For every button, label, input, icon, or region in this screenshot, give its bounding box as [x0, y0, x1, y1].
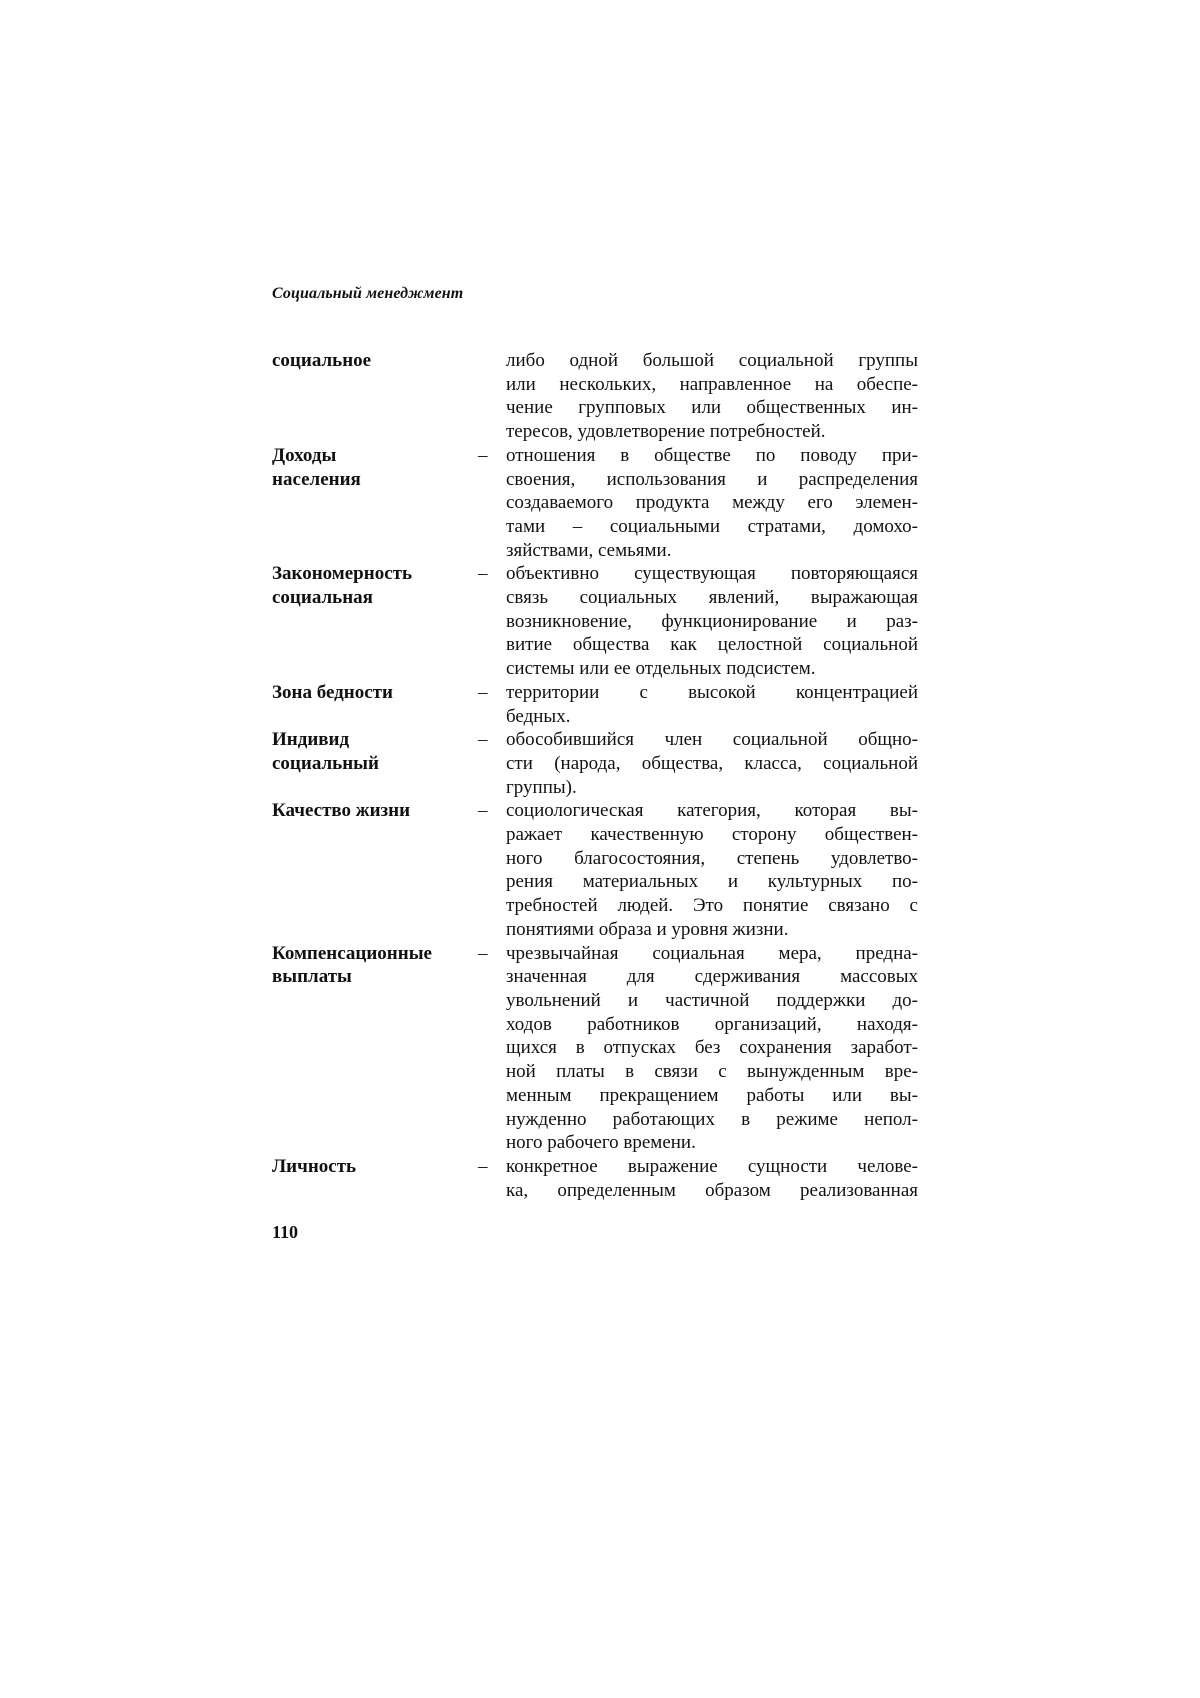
glossary-definition — [506, 681, 918, 728]
definition-line: чение групповых или общественных ин- — [506, 397, 918, 419]
term-dash: – — [478, 444, 488, 466]
definition-line: отношения в обществе по поводу при- — [506, 444, 918, 466]
definition-line: зяйствами, семьями. — [506, 539, 672, 561]
definition-line: тами – социальными стратами, домохо- — [506, 515, 918, 537]
glossary-term — [272, 1155, 478, 1179]
glossary-definition — [506, 444, 918, 563]
term-line: Качество жизни — [272, 800, 411, 822]
definition-line: ходов работников организаций, находя- — [506, 1013, 918, 1035]
glossary-entry — [272, 681, 926, 728]
definition-line: ка, определенным образом реализованная — [506, 1179, 918, 1201]
glossary-term — [272, 444, 478, 491]
glossary-term — [272, 942, 478, 989]
glossary-list — [272, 349, 926, 1202]
definition-line: рения материальных и культурных по- — [506, 871, 918, 893]
term-dash: – — [478, 729, 488, 751]
glossary-term — [272, 681, 478, 705]
glossary-term — [272, 349, 478, 373]
definition-line: возникновение, функционирование и раз- — [506, 610, 918, 632]
definition-line: либо одной большой социальной группы — [506, 350, 918, 371]
definition-line: чрезвычайная социальная мера, предна- — [506, 942, 918, 964]
definition-line: менным прекращением работы или вы- — [506, 1084, 918, 1106]
glossary-definition — [506, 1155, 918, 1202]
running-header: Социальный менеджмент — [272, 285, 464, 302]
glossary-term — [272, 562, 478, 609]
glossary-term — [272, 799, 478, 823]
term-dash: – — [478, 681, 488, 703]
term-line: социальный — [272, 752, 379, 774]
definition-line: социологическая категория, которая вы- — [506, 800, 918, 822]
definition-line: группы). — [506, 776, 577, 798]
definition-line: своения, использования и распределения — [506, 468, 918, 490]
term-dash: – — [478, 1155, 488, 1177]
term-line: выплаты — [272, 966, 352, 988]
definition-line: территории с высокой концентрацией — [506, 681, 918, 703]
glossary-entry — [272, 942, 926, 1155]
definition-line: конкретное выражение сущности челове- — [506, 1155, 918, 1177]
glossary-definition — [506, 349, 918, 444]
glossary-definition — [506, 942, 918, 1155]
glossary-entry — [272, 349, 926, 444]
definition-line: бедных. — [506, 705, 571, 727]
glossary-definition — [506, 562, 918, 681]
definition-line: увольнений и частичной поддержки до- — [506, 989, 918, 1011]
term-dash: – — [478, 942, 488, 964]
term-line: Доходы — [272, 444, 337, 466]
glossary-entry — [272, 799, 926, 941]
definition-line: объективно существующая повторяющаяся — [506, 563, 918, 585]
term-line: Закономерность — [272, 563, 413, 585]
glossary-definition — [506, 799, 918, 941]
definition-line: требностей людей. Это понятие связано с — [506, 895, 918, 917]
definition-line: тересов, удовлетворение потребностей. — [506, 421, 826, 443]
term-dash: – — [478, 800, 488, 822]
definition-line: нужденно работающих в режиме непол- — [506, 1108, 918, 1130]
definition-line: системы или ее отдельных подсистем. — [506, 658, 816, 680]
definition-line: обособившийся член социальной общно- — [506, 729, 918, 751]
glossary-entry — [272, 1155, 926, 1202]
page-number: 110 — [272, 1222, 299, 1242]
glossary-entry — [272, 444, 926, 563]
definition-line: создаваемого продукта между его элемен- — [506, 492, 918, 514]
glossary-entry — [272, 728, 926, 799]
glossary-definition — [506, 728, 918, 799]
term-dash: – — [478, 563, 488, 585]
definition-line: ного благосостояния, степень удовлетво- — [506, 847, 918, 869]
definition-line: значенная для сдерживания массовых — [506, 966, 918, 988]
glossary-entry — [272, 562, 926, 681]
definition-line: понятиями образа и уровня жизни. — [506, 918, 789, 940]
definition-line: связь социальных явлений, выражающая — [506, 587, 918, 609]
definition-line: ражает качественную сторону обществен- — [506, 824, 918, 846]
term-line: социальная — [272, 587, 373, 609]
term-line: Зона бедности — [272, 681, 393, 703]
term-line: Личность — [272, 1155, 357, 1177]
definition-line: сти (народа, общества, класса, социальной — [506, 752, 918, 774]
definition-line: щихся в отпусках без сохранения заработ- — [506, 1037, 918, 1059]
term-line: Компенсационные — [272, 942, 432, 964]
term-line: Индивид — [272, 729, 350, 751]
glossary-term — [272, 728, 478, 775]
definition-line: ной платы в связи с вынужденным вре- — [506, 1061, 918, 1083]
definition-line: ного рабочего времени. — [506, 1132, 696, 1154]
definition-line: витие общества как целостной социальной — [506, 634, 918, 656]
term-line: населения — [272, 468, 361, 490]
term-line: социальное — [272, 350, 372, 371]
definition-line: или нескольких, направленное на обеспе- — [506, 373, 918, 395]
